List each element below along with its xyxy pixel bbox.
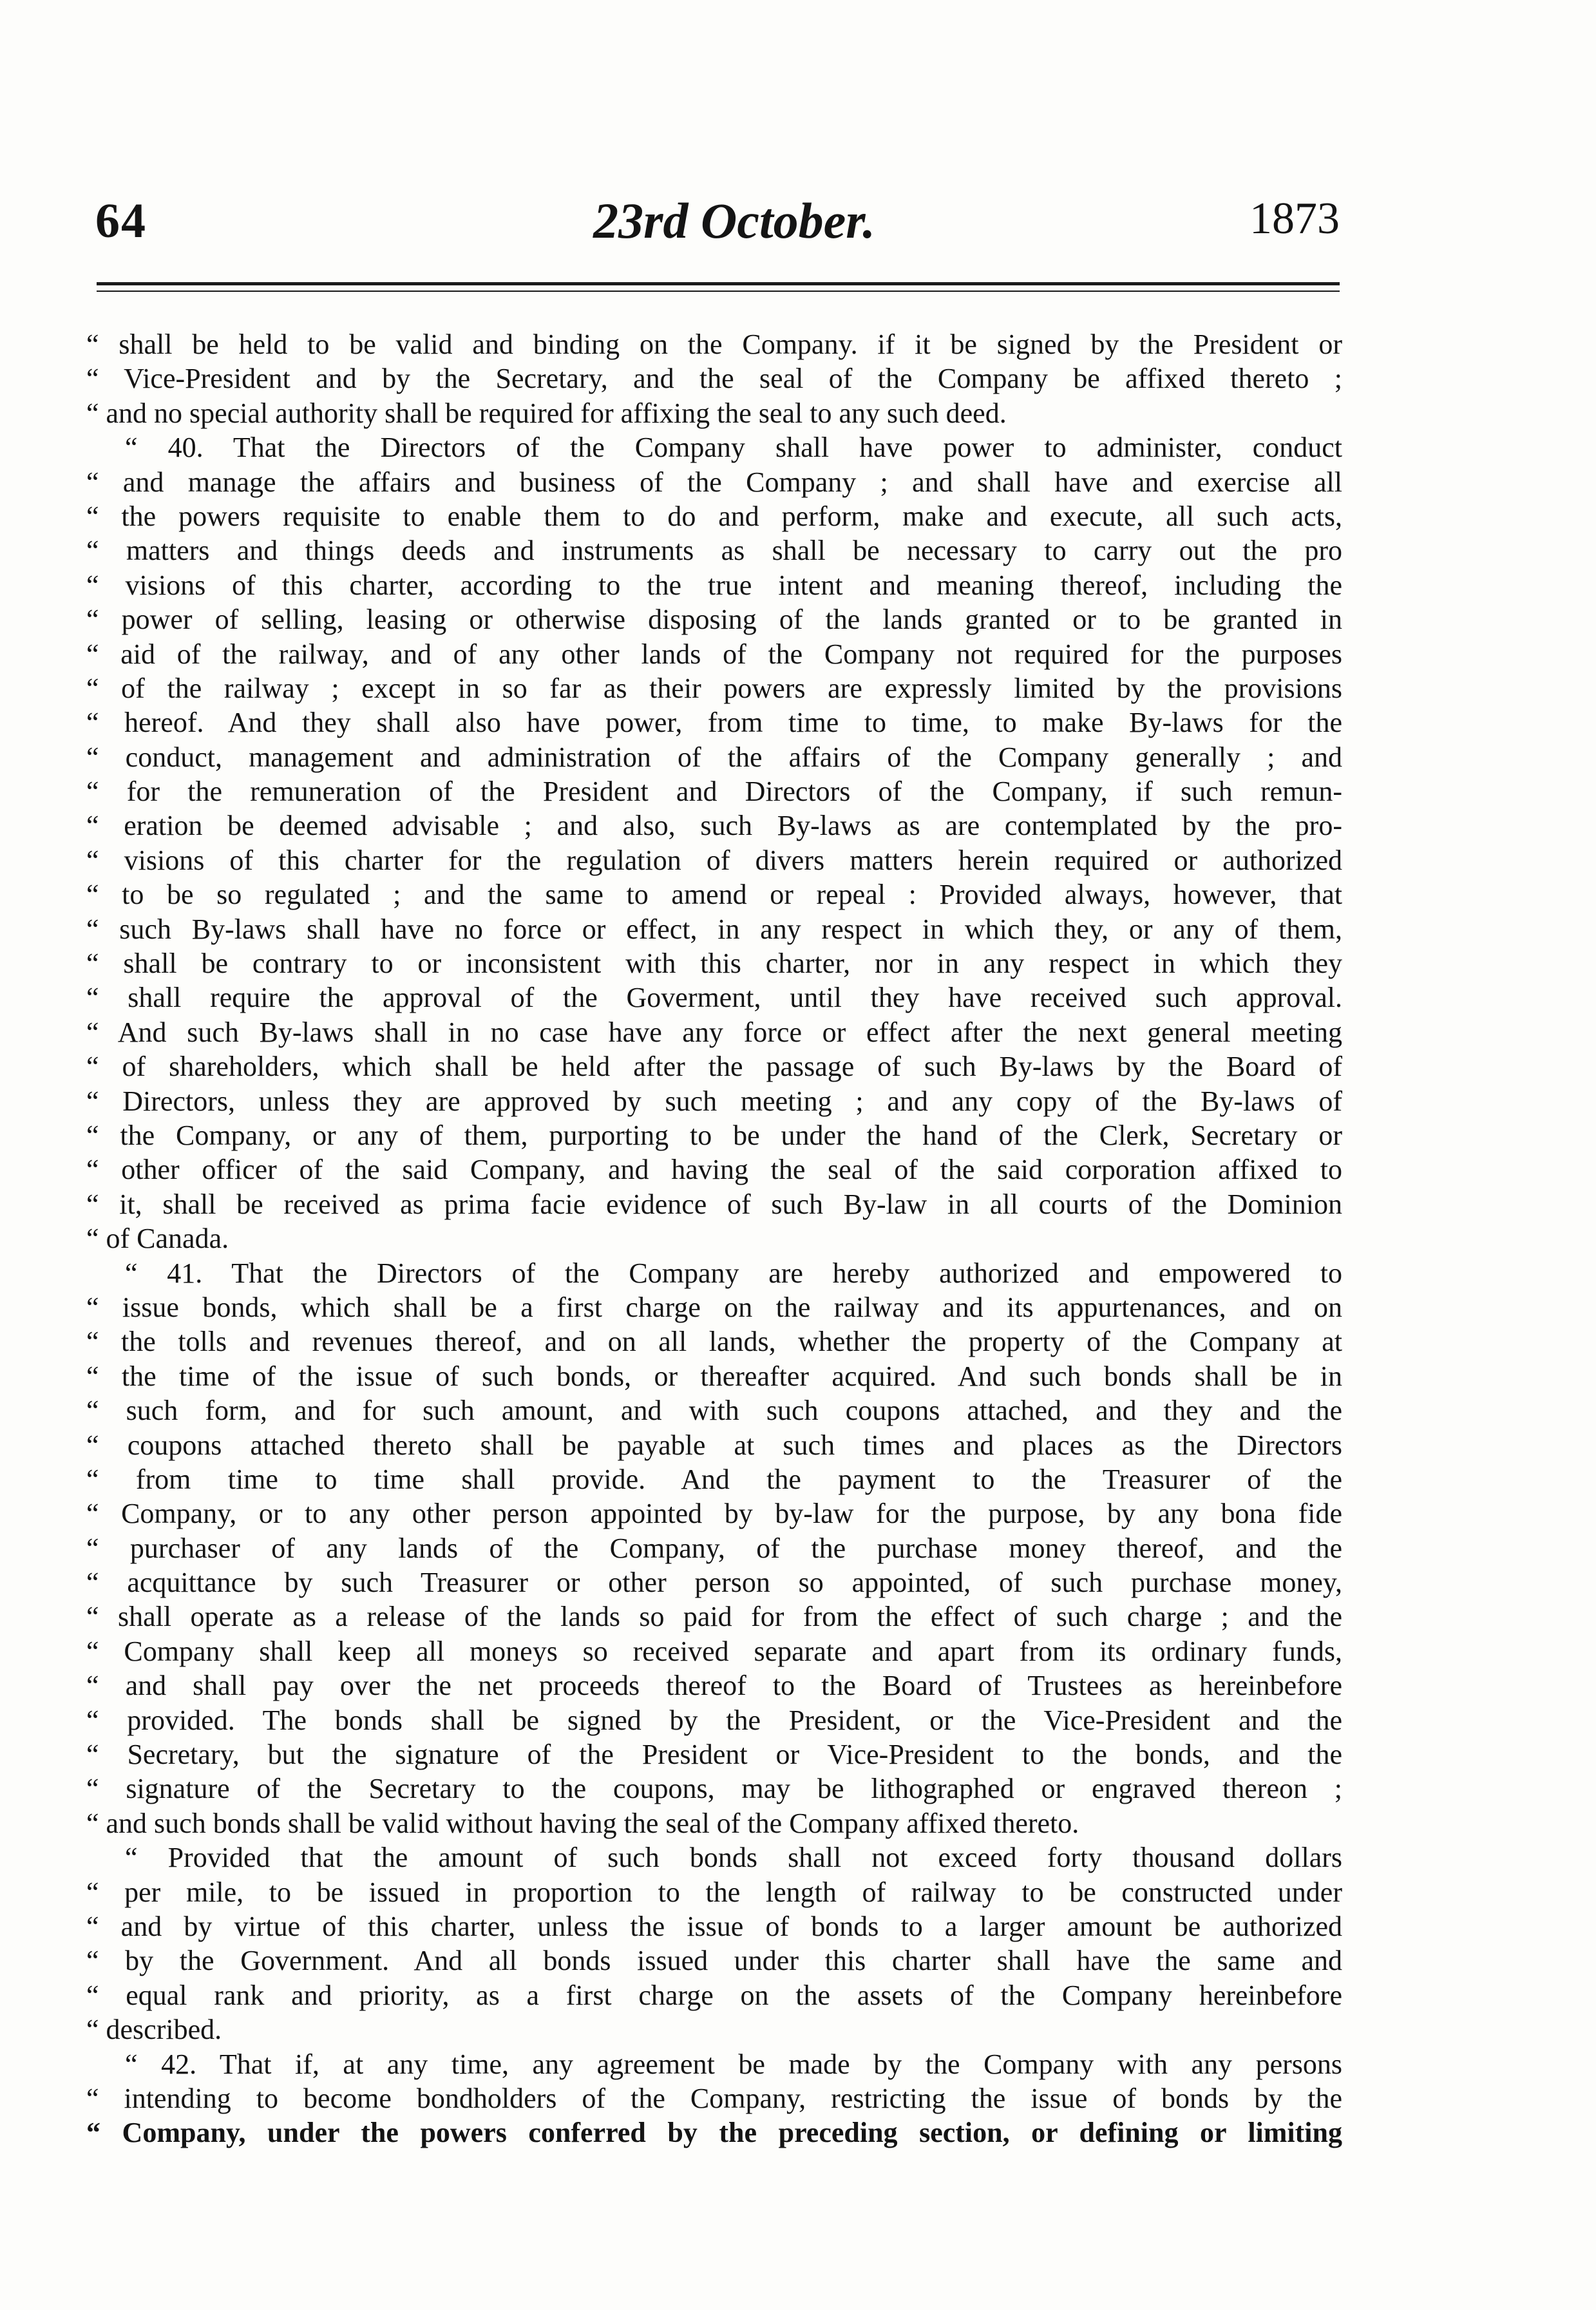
text-line: “ purchaser of any lands of the Company, of the purchase money thereof, and the [86, 1532, 1342, 1564]
page-number: 64 [95, 194, 147, 248]
text-line: “ for the remuneration of the President and Directors of the Company, if such remun- [86, 776, 1342, 808]
text-line: “ shall operate as a release of the lands so paid for from the effect of such charge ; and the [86, 1601, 1342, 1633]
text-line: “ to be so regulated ; and the same to amend or repeal : Provided always, however, that [86, 879, 1342, 911]
text-line: “ hereof. And they shall also have power, from time to time, to make By-laws for the [86, 707, 1342, 739]
text-line: “ 40. That the Directors of the Company shall have power to administer, conduct [125, 432, 1342, 464]
text-line: “ described. [86, 2014, 222, 2046]
text-line: “ and manage the affairs and business of the Company ; and shall have and exercise all [86, 466, 1342, 498]
text-line: “ shall be held to be valid and binding on the Company. if it be signed by the President or [86, 329, 1342, 360]
text-line: “ conduct, management and administration of the affairs of the Company generally ; and [86, 741, 1342, 773]
text-line: “ Provided that the amount of such bonds shall not exceed forty thousand dollars [125, 1842, 1342, 1874]
running-title: 23rd October. [593, 193, 875, 249]
text-line: “ signature of the Secretary to the coupons, may be lithographed or engraved thereon ; [86, 1773, 1342, 1805]
text-line: “ the time of the issue of such bonds, or thereafter acquired. And such bonds shall be in [86, 1360, 1342, 1392]
text-line: “ intending to become bondholders of the Company, restricting the issue of bonds by the [86, 2082, 1342, 2114]
text-line: “ and by virtue of this charter, unless the issue of bonds to a larger amount be authorized [86, 1910, 1342, 1942]
text-line: “ of shareholders, which shall be held after the passage of such By-laws by the Board of [86, 1051, 1342, 1083]
text-line: “ Company shall keep all moneys so received separate and apart from its ordinary funds, [86, 1635, 1342, 1667]
text-line: “ equal rank and priority, as a first charge on the assets of the Company hereinbefore [86, 1979, 1342, 2011]
text-line: “ Secretary, but the signature of the President or Vice-President to the bonds, and the [86, 1739, 1342, 1771]
text-line: “ matters and things deeds and instruments as shall be necessary to carry out the pro [86, 535, 1342, 567]
text-line: “ such By-laws shall have no force or effect, in any respect in which they, or any of them, [86, 913, 1342, 945]
text-line: “ per mile, to be issued in proportion to the length of railway to be constructed under [86, 1876, 1342, 1908]
text-line: “ the Company, or any of them, purporting to be under the hand of the Clerk, Secretary or [86, 1119, 1342, 1151]
text-line: “ 42. That if, at any time, any agreement be made by the Company with any persons [125, 2048, 1342, 2080]
text-line: “ 41. That the Directors of the Company are hereby authorized and empowered to [125, 1257, 1342, 1289]
text-line: “ visions of this charter, according to the true intent and meaning thereof, including the [86, 569, 1342, 601]
text-line: “ and no special authority shall be required for affixing the seal to any such deed. [86, 397, 1007, 429]
text-line: “ Company, under the powers conferred by the preceding section, or defining or limiting [86, 2117, 1342, 2149]
text-line: “ eration be deemed advisable ; and also, such By-laws as are contemplated by the pro- [86, 810, 1342, 842]
text-line: “ And such By-laws shall in no case have any force or effect after the next general meeting [86, 1016, 1342, 1048]
text-line: “ the tolls and revenues thereof, and on all lands, whether the property of the Company at [86, 1326, 1342, 1358]
text-line: “ issue bonds, which shall be a first charge on the railway and its appurtenances, and on [86, 1291, 1342, 1323]
text-line: “ shall be contrary to or inconsistent with this charter, nor in any respect in which they [86, 948, 1342, 980]
text-line: “ such form, and for such amount, and with such coupons attached, and they and the [86, 1395, 1342, 1427]
text-line: “ Company, or to any other person appointed by by-law for the purpose, by any bona fide [86, 1498, 1342, 1530]
text-line: “ acquittance by such Treasurer or other person so appointed, of such purchase money, [86, 1567, 1342, 1599]
text-line: “ aid of the railway, and of any other lands of the Company not required for the purposes [86, 638, 1342, 670]
text-line: “ by the Government. And all bonds issued under this charter shall have the same and [86, 1945, 1342, 1977]
text-line: “ other officer of the said Company, and having the seal of the said corporation affixed to [86, 1154, 1342, 1186]
text-line: “ it, shall be received as prima facie evidence of such By-law in all courts of the Dominion [86, 1188, 1342, 1220]
header-year: 1873 [1249, 194, 1340, 243]
text-line: “ visions of this charter for the regulation of divers matters herein required or authorized [86, 844, 1342, 876]
text-line: “ of Canada. [86, 1223, 229, 1255]
text-line: “ and such bonds shall be valid without having the seal of the Company affixed thereto. [86, 1807, 1079, 1839]
header-rule-thick [97, 282, 1340, 285]
text-line: “ power of selling, leasing or otherwise disposing of the lands granted or to be granted in [86, 604, 1342, 636]
header-rule-thin [97, 291, 1340, 292]
text-line: “ from time to time shall provide. And the payment to the Treasurer of the [86, 1463, 1342, 1495]
text-line: “ Vice-President and by the Secretary, and the seal of the Company be affixed thereto ; [86, 363, 1342, 395]
page-header [77, 187, 1340, 251]
text-line: “ and shall pay over the net proceeds thereof to the Board of Trustees as hereinbefore [86, 1670, 1342, 1702]
body-text [86, 327, 1342, 2150]
text-line: “ the powers requisite to enable them to do and perform, make and execute, all such acts, [86, 500, 1342, 532]
text-line: “ Directors, unless they are approved by such meeting ; and any copy of the By-laws of [86, 1085, 1342, 1117]
text-line: “ shall require the approval of the Goverment, until they have received such approval. [86, 982, 1342, 1014]
text-line: “ provided. The bonds shall be signed by the President, or the Vice-President and the [86, 1704, 1342, 1736]
text-line: “ coupons attached thereto shall be payable at such times and places as the Directors [86, 1429, 1342, 1461]
text-line: “ of the railway ; except in so far as their powers are expressly limited by the provisions [86, 672, 1342, 704]
